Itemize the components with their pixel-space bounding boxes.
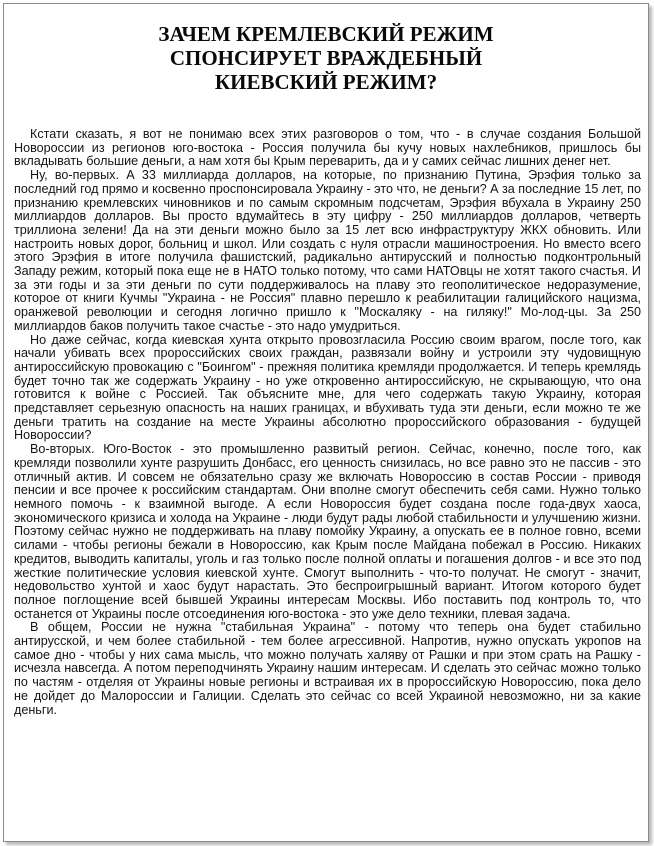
article-body bbox=[14, 128, 641, 717]
paragraph: Но даже сейчас, когда киевская хунта открыто провозгласила Россию своим врагом, после того, как начали убивать всех пророссийских своих граждан, развязали войну и устроили эту чудовищную антироссийскую провокацию с "Боингом" - прежняя политика кремляди продолжается. И теперь кремлядь будет точно так же содержать Украину - но уже откровенно антироссийскую, не скрывающую, что она готовится к войне с Россией. Так объясните мне, для чего содержать такую Украину, которая представляет серьезную опасность на наших границах, и вбухивать туда эти деньги, если можно те же деньги тратить на создание на месте Украины абсолютно пророссийского образования - будущей Новороссии? bbox=[14, 332, 641, 443]
title-line-1: ЗАЧЕМ КРЕМЛЕВСКИЙ РЕЖИМ bbox=[158, 22, 494, 46]
article-title bbox=[4, 22, 648, 94]
paragraph: Ну, во-первых. А 33 миллиарда долларов, на которые, по признанию Путина, Эрэфия только за последний год прямо и косвенно проспонсировала Украину - это что, не деньги? А за последние 15 лет, по признанию кремлевских чиновников и по самым скромным подсчетам, Эрэфия вбухала в Украину 250 миллиардов долларов. Вы просто вдумайтесь в эту цифру - 250 миллиардов долларов, четверть триллиона зелени! Да на эти деньги можно было за 15 лет всю инфраструктуру ЖКХ обновить. Или настроить новых дорог, больниц и школ. Или создать с нуля отрасли машиностроения. Но вместо всего этого Эрэфия в итоге получила фашистский, радикально антирусский и полностью подконтрольный Западу режим, который пока еще не в НАТО только потому, что сами НАТОвцы не хотят такого счастья. И за эти годы и за эти деньги по сути поддерживалось на плаву это геополитическое недоразумение, которое от книги Кучмы "Украина - не Россия" плавно перешло к реабилитации галицийского нацизма, оранжевой революции и сегодня логично пришло к "Москаляку - на гиляку!" Мо-лод-цы. За 250 миллиардов баков получить такое счастье - это надо умудриться. bbox=[14, 168, 641, 333]
paragraph: В общем, России не нужна "стабильная Украина" - потому что теперь она будет стабильно антирусской, и чем более стабильной - тем более агрессивной. Напротив, нужно опускать укропов на самое дно - чтобы у них сама мысль, что можно получать халяву от Рашки и при этом срать на Рашку - исчезла навсегда. А потом переподчинять Украину нашим интересам. И сделать это сейчас можно только по частям - отделяя от Украины новые регионы и встраивая их в пророссийскую Новороссию, пока дело не дойдет до Малороссии и Галиции. Сделать это сейчас со всей Украиной невозможно, ни за какие деньги. bbox=[14, 620, 641, 717]
title-line-3: КИЕВСКИЙ РЕЖИМ? bbox=[214, 70, 438, 94]
title-line-2: СПОНСИРУЕТ ВРАЖДЕБНЫЙ bbox=[169, 46, 483, 70]
document-page bbox=[3, 3, 649, 842]
paragraph: Во-вторых. Юго-Восток - это промышленно развитый регион. Сейчас, конечно, после того, как кремляди позволили хунте разрушить Донбасс, его ценность снизилась, но все равно это не пассив - это отличный актив. И совсем не обязательно сразу же включать Новороссию в состав России - приводя пенсии и все прочее к российским стандартам. Они вполне смогут обеспечить себя сами. Нужно только немного помочь - к взаимной выгоде. А если Новороссия будет создана после года-двух хаоса, экономического кризиса и холода на Украине - люди будут рады любой стабильности и улучшению жизни. Поэтому сейчас нужно не поддерживать на плаву помойку Украину, а опускать ее в полное говно, всеми силами - чтобы регионы бежали в Новороссию, как Крым после Майдана побежал в Россию. Никаких кредитов, выводить капиталы, уголь и газ только после полной оплаты и погашения долгов - и все это под жесткие политические условия киевской хунте. Смогут выполнить - что-то получат. Не смогут - значит, недовольство хунтой и хаос будут нарастать. Это беспроигрышный вариант. Итогом которого будет полное поглощение всей бывшей Украины интересам Москвы. Ибо поставить под контроль то, что останется от Украины после отсоединения юго-востока - это уже дело техники, плевая задача. bbox=[14, 442, 641, 621]
paragraph: Кстати сказать, я вот не понимаю всех этих разговоров о том, что - в случае создания Большой Новороссии из регионов юго-востока - Россия получила бы кучу новых нахлебников, пришлось бы вкладывать большие деньги, а нам хотя бы Крым переварить, да и у самих сейчас лишних денег нет. bbox=[14, 127, 641, 169]
